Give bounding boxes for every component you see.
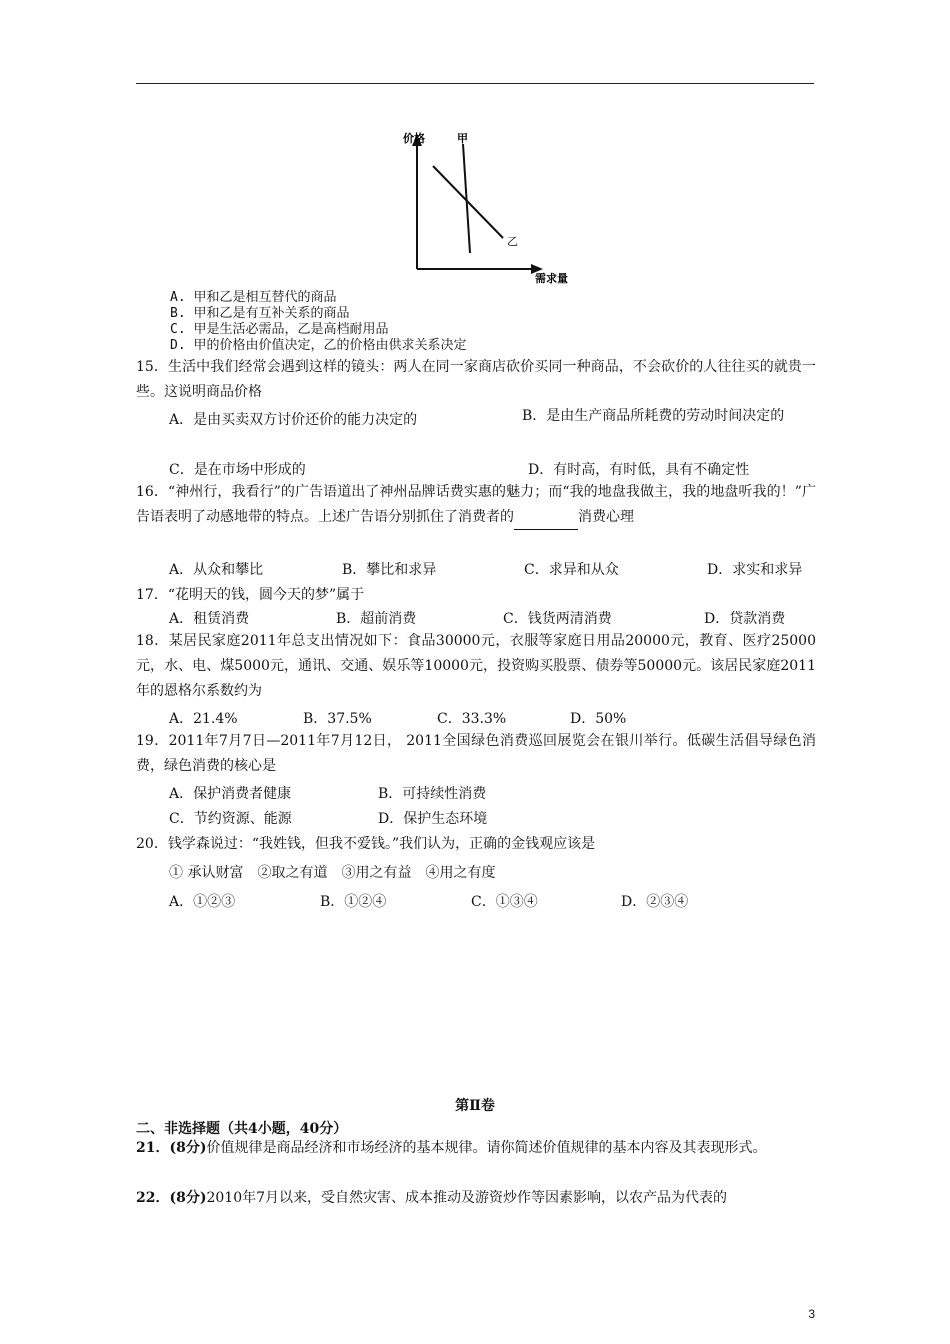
q22: [136, 1186, 816, 1211]
q16-option-d: D．求实和求异: [707, 562, 803, 578]
q16-stem: [136, 480, 816, 530]
line-b-label: 乙: [507, 235, 518, 248]
q14-option-a: A. 甲和乙是相互替代的商品: [170, 290, 337, 305]
q20-items: ① 承认财富 ②取之有道 ③用之有益 ④用之有度: [169, 865, 496, 881]
q14-option-d: D. 甲的价格由价值决定，乙的价格由供求关系决定: [170, 338, 467, 353]
q17-option-d: D．贷款消费: [704, 611, 786, 627]
line-a-label: 甲: [457, 132, 468, 145]
q18-option-a: A．21.4%: [169, 711, 238, 727]
q16-stem-part1: 16．“神州行，我看行”的广告语道出了神州品牌话费实惠的魅力；而“我的地盘我做主，我的地盘听我的！”广告语表明了动感地带的特点。上述广告语分别抓住了消费者的: [136, 484, 816, 525]
q17-option-b: B．超前消费: [336, 611, 417, 627]
q21-label: 21．(8分): [136, 1140, 207, 1156]
q19-stem: 19．2011年7月7日—2011年7月12日， 2011全国绿色消费巡回展览会在银川举行。低碳生活倡导绿色消费，绿色消费的核心是: [136, 733, 816, 774]
q21: [136, 1136, 816, 1161]
q20-option-a: A．①②③: [169, 894, 236, 910]
q19-option-d: D．保护生态环境: [378, 811, 488, 827]
q16-stem-part2: 消费心理: [578, 509, 634, 525]
q15-option-b: B．是由生产商品所耗费的劳动时间决定的: [522, 408, 785, 424]
q16-blank: [514, 515, 578, 530]
section-title: 第Ⅱ卷: [455, 1098, 495, 1114]
q15-stem: 15．生活中我们经常会遇到这样的镜头：两人在同一家商店砍价买同一种商品，不会砍价的人往往买的就贵一些。这说明商品价格: [136, 359, 816, 400]
q18-stem: 18．某居民家庭2011年总支出情况如下：食品30000元，衣服等家庭日用品20000元，教育、医疗25000元，水、电、煤5000元，通讯、交通、娱乐等10000元，投资购买股票、债券等50000元。该居民家庭2011年的恩格尔系数约为: [136, 633, 816, 699]
q17-option-a: A．租赁消费: [169, 611, 250, 627]
q18-option-d: D．50%: [570, 711, 627, 727]
q22-label: 22．(8分): [136, 1190, 207, 1206]
q20-option-c: C．①③④: [471, 894, 538, 910]
q18-option-c: C．33.3%: [437, 711, 507, 727]
demand-graph: [395, 126, 585, 286]
q14-option-c: C. 甲是生活必需品，乙是高档耐用品: [170, 322, 389, 337]
q19-option-c: C．节约资源、能源: [169, 811, 292, 827]
q14-option-b: B. 甲和乙是有互补关系的商品: [170, 306, 350, 321]
q16-option-a: A．从众和攀比: [169, 562, 264, 578]
q16-option-b: B．攀比和求异: [342, 562, 437, 578]
q19-option-a: A．保护消费者健康: [169, 786, 292, 802]
part-heading: 二、非选择题（共4小题，40分）: [136, 1121, 348, 1137]
q15-option-c: C．是在市场中形成的: [169, 462, 306, 478]
y-axis-label: 价格: [403, 132, 425, 145]
q17-option-c: C．钱货两清消费: [503, 611, 612, 627]
q17-stem: 17．“花明天的钱，圆今天的梦”属于: [136, 587, 365, 603]
q18-option-b: B．37.5%: [303, 711, 372, 727]
q22-text: 2010年7月以来，受自然灾害、成本推动及游资炒作等因素影响，以农产品为代表的: [206, 1190, 728, 1206]
q16-option-c: C．求异和从众: [524, 562, 619, 578]
q20-stem: 20．钱学森说过：“我姓钱，但我不爱钱。”我们认为，正确的金钱观应该是: [136, 836, 596, 852]
q21-text: 价值规律是商品经济和市场经济的基本规律。请你简述价值规律的基本内容及其表现形式。: [206, 1140, 767, 1156]
q15-option-a: A．是由买卖双方讨价还价的能力决定的: [169, 412, 418, 428]
x-axis-label: 需求量: [535, 272, 568, 285]
page-number: 3: [808, 1307, 815, 1321]
q19-option-b: B．可持续性消费: [378, 786, 487, 802]
q20-option-d: D．②③④: [621, 894, 689, 910]
q15-option-d: D．有时高，有时低，具有不确定性: [528, 462, 750, 478]
q20-option-b: B．①②④: [320, 894, 387, 910]
header-rule: [136, 83, 814, 84]
